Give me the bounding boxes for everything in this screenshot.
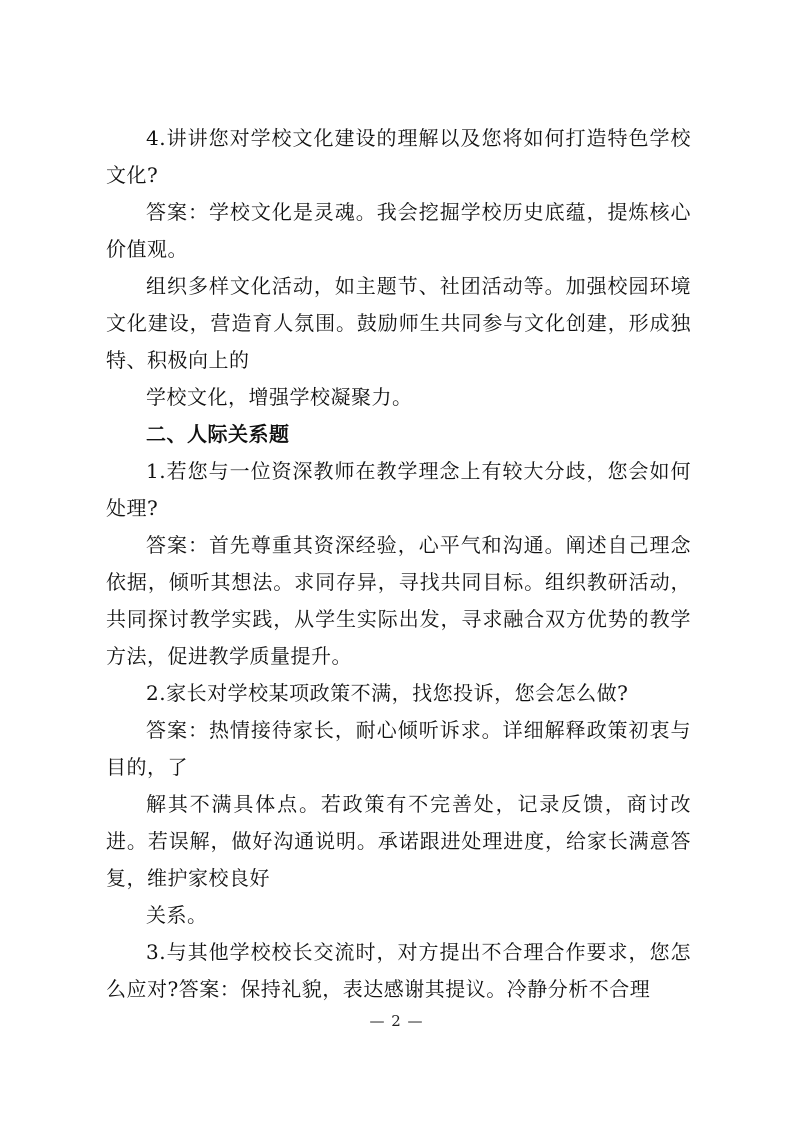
paragraph-answer-2-end: 关系。 [146,903,208,927]
paragraph-question-3: 3.与其他学校校长交流时，对方提出不合理合作要求，您怎么应对?答案：保持礼貌，表达感谢其提议。冷静分析不合理 [106,940,691,1001]
paragraph-question-4: 4.讲讲您对学校文化建设的理解以及您将如何打造特色学校文化? [106,126,691,187]
paragraph-answer-4: 答案：学校文化是灵魂。我会挖掘学校历史底蕴，提炼核心价值观。 [106,200,691,261]
paragraph-question-1: 1.若您与一位资深教师在教学理念上有较大分歧，您会如何处理? [106,459,691,520]
paragraph-answer-2-cont: 解其不满具体点。若政策有不完善处，记录反馈，商讨改进。若误解，做好沟通说明。承诺跟进处理进度，给家长满意答复，维护家校良好 [106,792,691,890]
paragraph-answer-4-cont: 组织多样文化活动，如主题节、社团活动等。加强校园环境文化建设，营造育人氛围。鼓励师生共同参与文化创建，形成独特、积极向上的 [106,274,691,372]
section-heading: 二、人际关系题 [146,422,290,446]
paragraph-answer-2: 答案：热情接待家长，耐心倾听诉求。详细解释政策初衷与目的，了 [106,718,691,779]
paragraph-answer-1: 答案：首先尊重其资深经验，心平气和沟通。阐述自己理念依据，倾听其想法。求同存异，寻找共同目标。组织教研活动，共同探讨教学实践，从学生实际出发，寻求融合双方优势的教学方法，促进教学质量提升。 [106,533,691,668]
page-number: — 2 — [369,1012,424,1030]
document-body [106,120,691,1008]
paragraph-answer-4-end: 学校文化，增强学校凝聚力。 [146,385,413,409]
paragraph-question-2: 2.家长对学校某项政策不满，找您投诉，您会怎么做? [146,681,629,705]
